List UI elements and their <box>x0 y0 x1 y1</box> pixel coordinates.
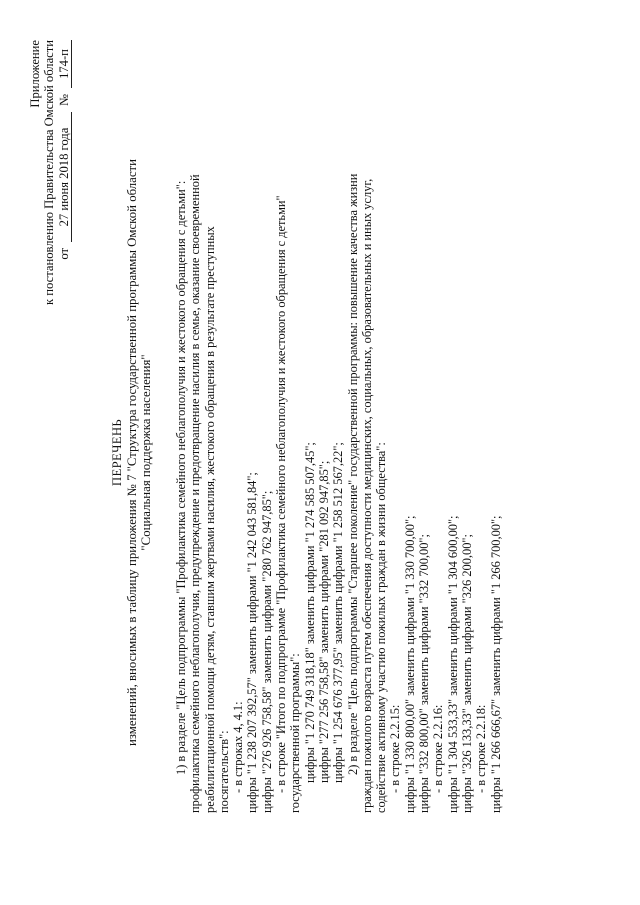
body-line: реабилитационной помощи детям, ставшим жертвами насилия, жестокого обращения в результате преступных <box>202 226 217 813</box>
body-line: - в строке 2.2.16: <box>431 704 446 793</box>
body-line: граждан пожилого возраста путем обеспечения доступности медицинских, социальных, образовательных и иных услуг, <box>359 178 374 813</box>
body-line: цифры "276 926 758,58" заменить цифрами "280 762 947,85"; <box>259 490 274 813</box>
body-line: цифры "1 304 533,33" заменить цифрами "1 304 600,00"; <box>445 515 460 813</box>
appendix-header <box>28 40 72 305</box>
body-line: профилактика семейного неблагополучия, предупреждение и предотвращение насилия в семье, оказание своевременной <box>188 174 203 813</box>
body-line: - в строке 2.2.18: <box>474 704 489 793</box>
decree-number: 174-п <box>57 40 72 88</box>
document-title <box>110 0 154 905</box>
decree-date: 27 июня 2018 года <box>57 112 72 242</box>
date-prefix: от <box>56 248 71 260</box>
body-line: цифры "326 133,33" заменить цифрами "326 200,00"; <box>459 534 474 813</box>
title-line-2: "Социальная поддержка населения" <box>139 354 154 551</box>
body-line: цифры "1 238 207 392,57" заменить цифрами "1 242 043 581,84"; <box>245 472 260 813</box>
body-line: цифры "1 270 749 318,18" заменить цифрами "1 274 585 507,45"; <box>302 442 317 783</box>
body-line: содействие активному участию пожилых граждан в жизни общества": <box>374 442 389 813</box>
appendix-label: Приложение <box>28 40 42 108</box>
title-line-1: изменений, вносимых в таблицу приложения № 7 "Структура государственной программы Омской области <box>124 159 139 746</box>
body-line: государственной программы": <box>288 653 303 813</box>
body-line: - в строках 4, 4.1: <box>231 701 246 793</box>
body-line: 1) в разделе "Цель подпрограммы "Профилактика семейного неблагополучия и жестокого обращения с детьми": <box>174 180 188 775</box>
body-line: 2) в разделе "Цель подпрограммы "Старшее поколение" государственной программы: повышение качества жизни <box>345 173 360 775</box>
body-line: - в строке "Итого по подпрограмме "Профилактика семейного неблагополучия и жестокого обращения с детьми" <box>274 195 289 793</box>
appendix-decree-line: к постановлению Правительства Омской области <box>42 40 57 305</box>
title-heading: ПЕРЕЧЕНЬ <box>110 418 124 487</box>
document-body <box>174 33 503 813</box>
body-line: цифры "1 330 800,00" заменить цифрами "1 330 700,00"; <box>402 515 417 813</box>
number-prefix: № <box>56 94 71 107</box>
body-line: цифры "1 266 666,67" заменить цифрами "1 266 700,00"; <box>488 515 503 813</box>
body-line: цифры "332 800,00" заменить цифрами "332 700,00"; <box>417 534 432 813</box>
body-line: посягательств": <box>216 730 231 813</box>
body-line: - в строке 2.2.15: <box>388 704 403 793</box>
body-line: цифры "277 256 758,58" заменить цифрами "281 092 947,85"; <box>316 460 331 783</box>
appendix-date-line <box>57 40 72 305</box>
body-line: цифры "1 254 676 377,95" заменить цифрами "1 258 512 567,22"; <box>331 442 346 783</box>
